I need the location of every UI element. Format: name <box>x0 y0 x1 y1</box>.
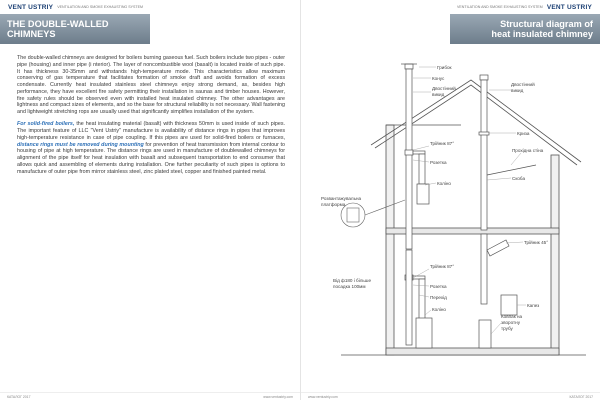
boiler-1 <box>417 184 429 204</box>
label-vid-2: посадка 100мм <box>333 284 366 289</box>
paragraph-2 <box>17 121 285 175</box>
left-chimney <box>401 64 432 348</box>
roof <box>371 80 581 162</box>
label-grybok: Грибок <box>437 65 452 70</box>
label-skoba: Скоба <box>512 176 526 181</box>
left-title-band <box>0 14 150 44</box>
label-kovpak-2: зворотну <box>501 320 520 325</box>
label-kapez: Капез <box>527 303 540 308</box>
label-vid-1: Від ф180 і більше <box>333 278 372 283</box>
inset-leader <box>365 200 405 215</box>
left-tee-2-branch <box>413 276 425 279</box>
right-wall <box>551 155 559 355</box>
left-riser-2 <box>419 279 425 319</box>
brand-tagline: VENTILATION AND SMOKE EXHAUSTING SYSTEM <box>57 5 143 9</box>
left-wall <box>386 125 394 355</box>
label-koleno-top: Коліно <box>437 181 451 186</box>
detail-inset <box>341 200 405 227</box>
left-title-line1: THE DOUBLE-WALLED <box>7 18 109 29</box>
right-title-band <box>450 14 600 44</box>
label-kovpak-3: трубу <box>501 326 513 331</box>
label-konus: Конус <box>432 76 445 81</box>
label-perekhid: Перехід <box>430 295 447 300</box>
house-structure <box>341 80 586 355</box>
paragraph-2-a: the heat insulating material (basalt) with thickness 50mm is used inside of such pipes. The important feature of LLC "Vent Ustriy" manufacture is availability of distance rings in pipes that improves high-temperature resistance in case of pipe coupling. If this pipes are used for solid-fired boilers or furnaces, <box>17 121 285 141</box>
grybok-cap <box>405 64 413 69</box>
label-kovpak-1: Ковпак на <box>501 314 523 319</box>
brand-tagline-right: VENTILATION AND SMOKE EXHAUSTING SYSTEM <box>457 5 543 9</box>
right-footer-catalog: КАТАЛОГ 2017 <box>569 394 593 399</box>
inset-pipe <box>347 208 359 222</box>
right-footer-url: www.ventustriy.com <box>308 394 338 399</box>
label-trijnyk-top: Трійник 87° <box>430 141 455 146</box>
right-footer <box>301 392 600 400</box>
left-stack <box>406 69 412 249</box>
paragraph-2-emphasis: distance rings must be removed during mounting <box>17 141 144 148</box>
right-cap <box>480 75 488 80</box>
right-header <box>301 0 600 14</box>
left-riser-1 <box>419 154 425 184</box>
label-koleno-mid: Коліно <box>432 307 446 312</box>
bottom-floor <box>386 348 559 355</box>
paragraph-2-b: for prevention of heat transmission from internal contour to housing of pipe at high temperature. The distance rings are used in manufacture of doublewalled chimneys for alignment of the pipe itself for heat insulation with basalt and subsequent transportation to end consumer that allows quick and assembling of elements during installation. One further peculiarity of such pipes is options to manufacture of outer pipe from mirror stainless steel, zinc plated steel, copper and finished painted metal. <box>17 141 286 175</box>
right-stack <box>481 80 487 230</box>
label-prokhidna: Прохідна стіна <box>512 148 544 153</box>
right-stack-lower <box>481 234 487 304</box>
tee-45 <box>487 240 509 256</box>
label-trijnyk-mid: Трійник 87° <box>430 264 455 269</box>
paragraph-1: The double-walled chimneys are designed for boilers burning gaseous fuel. Such boilers include two pipes - outer pipe (housing) and inner pipe (i nterior). The layer of noncombustible wool (basalt) is located inside of such pipe. It has thickness 30-35mm and withstands high-temperature mode. This characteristics allow maximum conserving of gas temperature that facilitates formation of smoke draft and avoids formation of excess condensate. Currently heat insulated stainless steel chimneys enjoy strong demand, as, besides high performance, they have excellent fire safety permitting their installation in saunas and timber houses. However, fire safety rules should be observed even with installed heat insulated chimney. The other advantages are lightness and compact sizes of elements, and so the base for structural reliability is not necessary. Wall fastening and lightweight stretching rops are usually used that significantly simplifies installation of the system. <box>17 55 285 115</box>
right-wall-pass <box>487 165 536 175</box>
label-rozetka-top: Розетка <box>430 160 447 165</box>
left-body-text <box>17 55 285 181</box>
label-rozetka-mid: Розетка <box>430 284 447 289</box>
label-dvostin-right-1: Двостінний <box>511 82 535 87</box>
brand-logo-right: VENT USTRIY <box>546 3 592 11</box>
label-rozvantazh-1: Розвантажувальна <box>321 196 362 201</box>
label-dvostin-left-2: викид <box>432 92 445 97</box>
right-base-pot <box>479 320 491 348</box>
left-tee-1-branch <box>413 151 425 154</box>
label-kryza: Криза <box>517 131 530 136</box>
left-title-line2: CHIMNEYS <box>7 29 56 39</box>
left-stack-lower <box>406 250 412 345</box>
label-rozvantazh-2: платформа <box>321 202 346 207</box>
brand-logo: VENT USTRIY <box>8 3 54 11</box>
right-title-line1: Structural diagram of <box>500 18 593 29</box>
label-dvostin-left-1: Двостінний <box>432 86 456 91</box>
left-footer-url: www.ventustriy.com <box>263 394 293 399</box>
left-header <box>0 0 300 14</box>
boiler-3 <box>501 295 517 315</box>
left-footer <box>0 392 300 400</box>
boiler-2 <box>416 318 432 348</box>
label-trijnyk45: Трійник 45° <box>524 240 549 245</box>
paragraph-2-lead: For solid-fired boilers, <box>17 121 75 128</box>
right-kryza <box>479 132 489 135</box>
chimney-diagram <box>301 50 600 370</box>
left-footer-catalog: КАТАЛОГ 2017 <box>7 394 31 399</box>
right-title-line2: heat insulated chimney <box>491 29 593 39</box>
right-page <box>300 0 600 400</box>
left-tee-1 <box>405 150 413 155</box>
label-dvostin-right-2: викид <box>511 88 524 93</box>
